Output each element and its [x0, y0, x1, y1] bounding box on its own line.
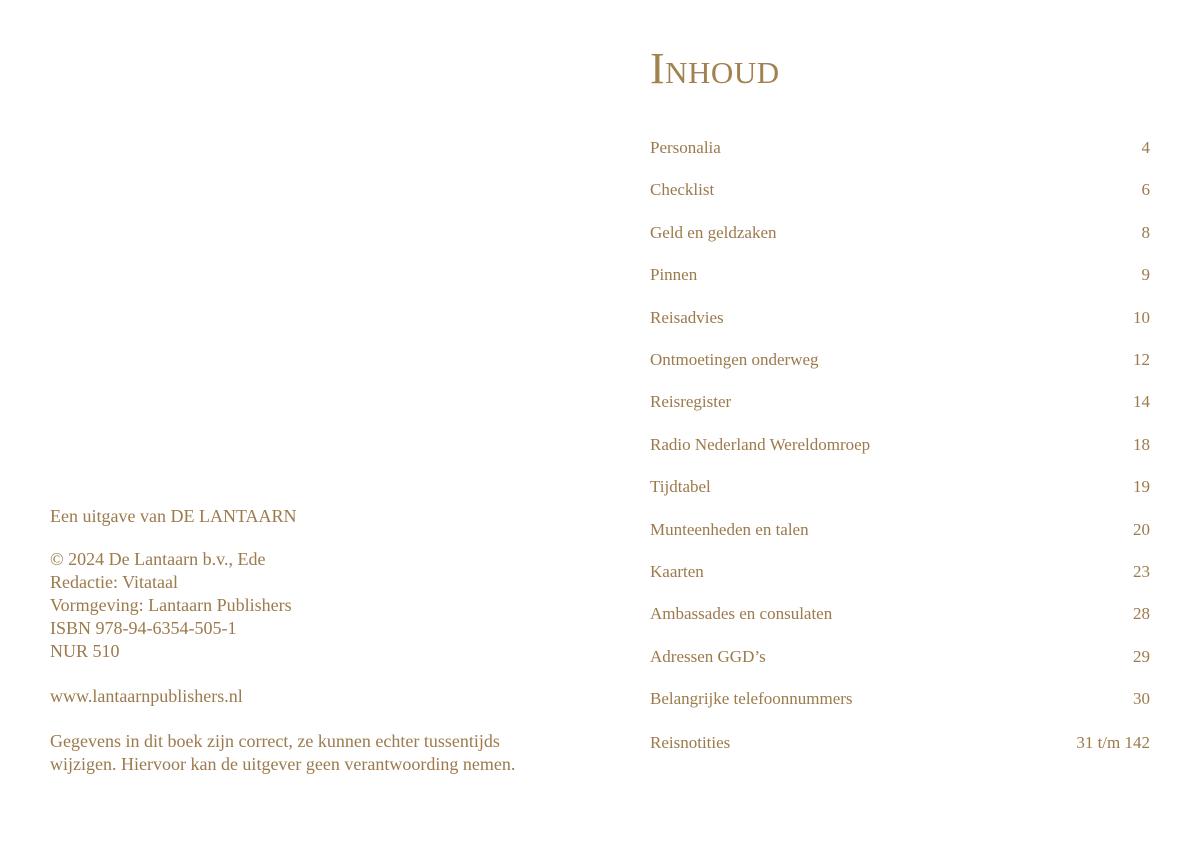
- toc-entry: [650, 636, 1150, 678]
- toc-entry: [650, 169, 1150, 211]
- toc-entry: [650, 297, 1150, 339]
- toc-entry-label: Belangrijke telefoonnummers: [650, 689, 853, 709]
- nur-line: NUR 510: [50, 641, 120, 661]
- toc-entry-label: Munteenheden en talen: [650, 519, 809, 539]
- spacer: [50, 708, 590, 730]
- toc-entry-page: 8: [1141, 222, 1150, 242]
- design-line: Vormgeving: Lantaarn Publishers: [50, 595, 292, 615]
- website-link: www.lantaarnpublishers.nl: [50, 686, 243, 706]
- toc-entry-label: Personalia: [650, 138, 721, 157]
- table-of-contents: [650, 127, 1150, 765]
- copyright-line: © 2024 De Lantaarn b.v., Ede: [50, 549, 266, 569]
- toc-entry: [650, 381, 1150, 423]
- toc-entry-page: 18: [1133, 434, 1150, 454]
- publisher-line: Een uitgave van DE LANTAARN: [50, 506, 297, 526]
- disclaimer-line-2: wijzigen. Hiervoor kan de uitgever geen verantwoording nemen.: [50, 754, 516, 774]
- toc-entry-label: Tijdtabel: [650, 477, 711, 497]
- toc-entry-label: Pinnen: [650, 265, 698, 285]
- spacer: [50, 528, 590, 548]
- toc-entry: [650, 127, 1150, 169]
- toc-entry: [650, 551, 1150, 593]
- toc-entry-page: 10: [1133, 307, 1150, 327]
- toc-entry: [650, 593, 1150, 635]
- disclaimer-line-1: Gegevens in dit boek zijn correct, ze kunnen echter tussentijds: [50, 731, 500, 751]
- toc-entry-label: Radio Nederland Wereldomroep: [650, 434, 871, 454]
- toc-entry: [650, 509, 1150, 551]
- toc-entry-label: Reisregister: [650, 392, 732, 412]
- toc-entry-page: 9: [1141, 265, 1150, 285]
- toc-entry-page: 20: [1133, 519, 1150, 539]
- isbn-line: ISBN 978-94-6354-505-1: [50, 618, 237, 638]
- toc-entry-label: Ontmoetingen onderweg: [650, 349, 819, 369]
- toc-entry: [650, 212, 1150, 254]
- toc-entry: [650, 424, 1150, 466]
- toc-entry-page: 14: [1133, 392, 1150, 412]
- toc-entry-label: Checklist: [650, 180, 715, 200]
- toc-entry-page: 29: [1133, 646, 1150, 666]
- toc-entry-label: Reisadvies: [650, 307, 724, 327]
- toc-entry-label: Kaarten: [650, 561, 704, 581]
- toc-entry-label: Ambassades en consulaten: [650, 604, 833, 624]
- toc-entry: [650, 678, 1150, 720]
- toc-entry-label: Geld en geldzaken: [650, 222, 777, 242]
- toc-entry-page: 28: [1133, 604, 1150, 624]
- toc-entry-page: 23: [1133, 561, 1150, 581]
- toc-entry-page: 6: [1141, 180, 1150, 200]
- toc-entry-label: Adressen GGD’s: [650, 646, 766, 666]
- toc-entry-page: 30: [1133, 689, 1150, 709]
- editor-line: Redactie: Vitataal: [50, 572, 179, 592]
- toc-entry: [650, 722, 1150, 764]
- toc-entry: [650, 466, 1150, 508]
- spacer: [50, 663, 590, 685]
- toc-entry-page: 19: [1133, 477, 1150, 497]
- colophon: [50, 505, 590, 776]
- toc-entry-page: 12: [1133, 349, 1150, 369]
- toc-entry-page: 4: [1141, 138, 1150, 157]
- toc-entry: [650, 254, 1150, 296]
- toc-entry-label: Reisnotities: [650, 733, 731, 753]
- toc-entry-page: 31 t/m 142: [1076, 733, 1150, 753]
- toc-title: Inhoud: [650, 44, 780, 93]
- toc-entry: [650, 339, 1150, 381]
